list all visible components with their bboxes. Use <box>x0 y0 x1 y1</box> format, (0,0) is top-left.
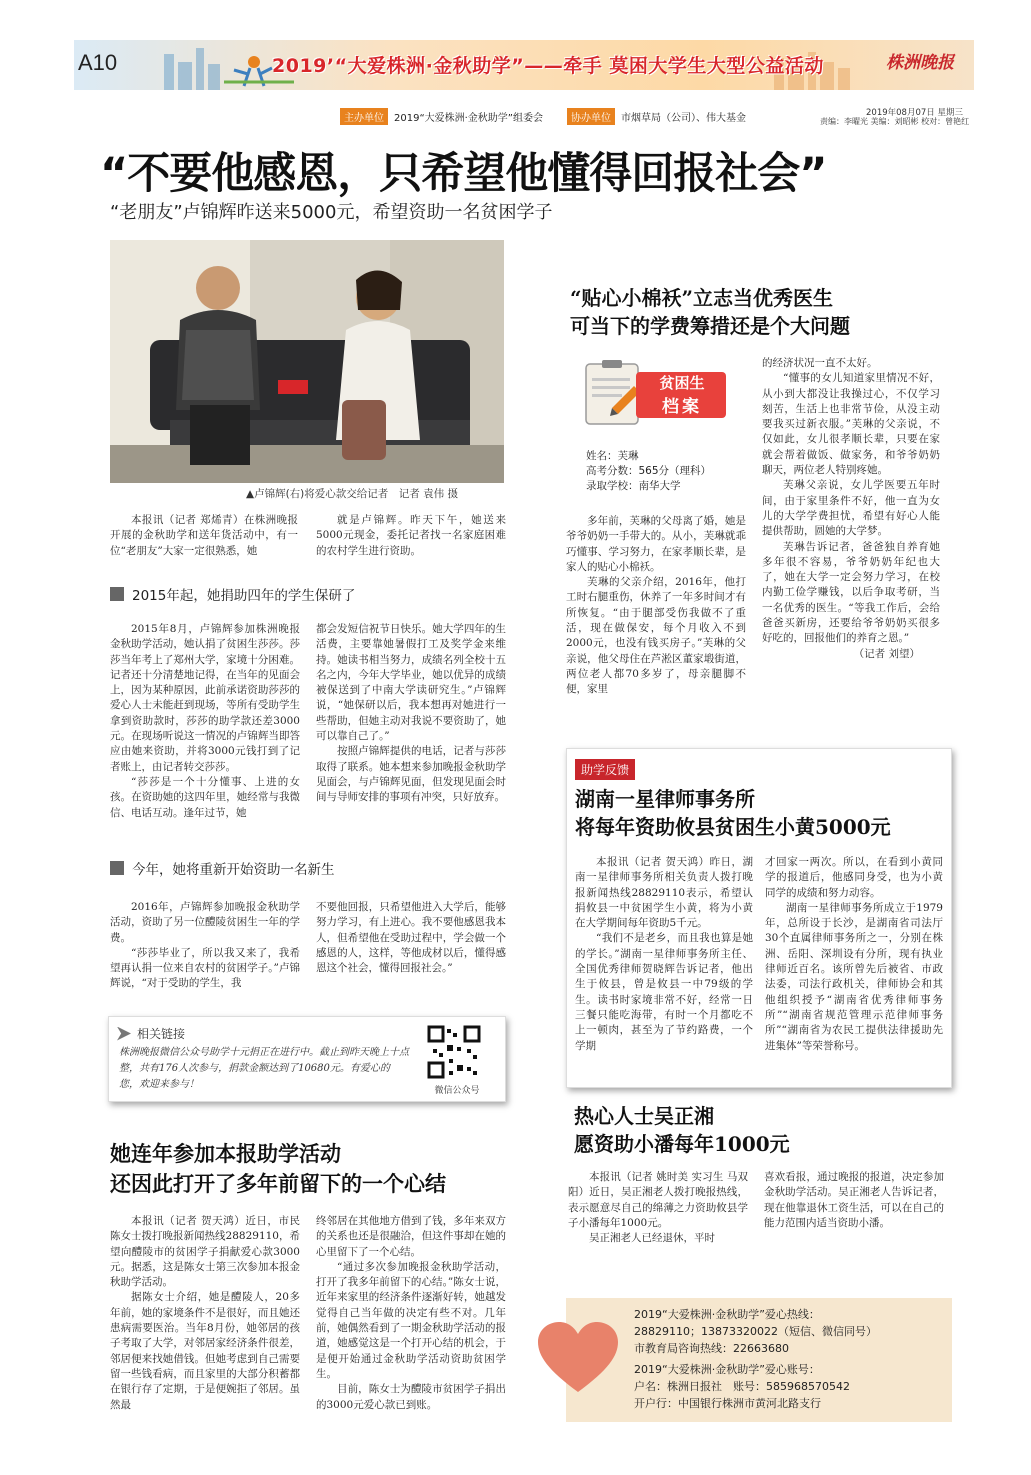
sponsor-label: 主办单位 <box>340 108 388 125</box>
story2-col1 <box>110 1214 300 1413</box>
qr-caption: 微信公众号 <box>434 1086 480 1096</box>
paragraph: “莎莎毕业了，所以我又来了，我希望再认捐一位来自农村的贫困学子。”卢锦辉说，“对于受助的学生，我 <box>110 946 300 990</box>
paragraph: “莎莎是一个十分懂事、上进的女孩。在资助她的这四年里，她经常与我微信、电话互动。逢年过节，她 <box>110 775 300 819</box>
story2-headline-2: 还因此打开了多年前留下的一个心结 <box>110 1171 446 1196</box>
hotline-line6: 开户行：中国银行株洲市黄河北路支行 <box>634 1397 821 1410</box>
photo-caption: ▲卢锦辉(右)将爱心款交给记者 记者 袁伟 摄 <box>246 488 458 500</box>
header-banner <box>74 40 974 90</box>
main-lead-col1 <box>110 513 298 559</box>
newspaper-logo: 株洲晚报 <box>886 53 954 73</box>
paragraph: 按照卢锦辉提供的电话，记者与莎莎取得了联系。她本想来参加晚报金秋助学见面会，与卢锦辉见面，但发现见面会时间与导师安排的事项有冲突，只好放弃。 <box>316 745 506 804</box>
paragraph: “我们不是老乡，而且我也算是她的学长。”湖南一星律师事务所主任、全国优秀律师贺晓辉告诉记者，他出生于攸县，曾是攸县一中79级的学生。读书时家境非常不好，经常一日三餐只能吃海带，有时一个月都吃不上一顿肉，甚至为了节约路费，一个学期 <box>575 932 753 1052</box>
story3-headline-1: “贴心小棉袄”立志当优秀医生 <box>570 286 834 310</box>
banner-title: 2019’“大爱株洲·金秋助学”——牵手 莫困大学生大型公益活动 <box>272 55 824 77</box>
section2-col1 <box>110 900 300 992</box>
sponsor-line <box>340 108 746 125</box>
paragraph: 2016年，卢锦辉参加晚报金秋助学活动，资助了另一位醴陵贫困生一年的学费。 <box>110 901 300 944</box>
paragraph: “懂事的女儿知道家里情况不好，从小到大都没让我操过心，不仅学习刻苦，生活上也非常节俭，从没主动要我买过新衣服。”芙琳的父亲说，不仅如此，女儿很孝顺长辈，只要在家就会帮着做饭、做家务，和爷爷奶奶聊天，两位老人特别疼她。 <box>762 372 940 477</box>
story2-col2 <box>316 1214 506 1413</box>
co-sponsor-label: 协办单位 <box>567 108 615 125</box>
paragraph: 都会发短信祝节日快乐。她大学四年的生活费，主要靠她暑假打工及奖学金来维持。她读书相当努力，成绩名列全校十五名之内，今年大学毕业，她以优异的成绩被保送到了中南大学读研究生。”卢锦辉说，“她保研以后，我本想再对她进行一些帮助，但她主动对我说不要资助了，她可以靠自己了。” <box>316 623 506 743</box>
badge-line1: 贫困生 <box>659 374 705 392</box>
paragraph: 本报讯（记者 贺天鸿）昨日，湖南一星律师事务所相关负责人拨打晚报新闻热线28829110表示，希望认捐攸县一中贫困学生小黄，将为小黄在大学期间每年资助5千元。 <box>575 856 753 930</box>
feedback-col1 <box>575 855 753 1054</box>
paragraph: 湖南一星律师事务所成立于1979年，总所设于长沙，是湖南省司法厅30个直属律师事务所之一，分别在株洲、岳阳、深圳设有分所，现有执业律师近百名。该所曾先后被省、市政法委，司法行政机关，律师协会和其他组织授予“湖南省优秀律师事务所”“湖南省规范管理示范律师事务所”“湖南省为农民工提供法律援助先进集体”等荣誉称号。 <box>765 901 943 1052</box>
related-label-text: 相关链接 <box>137 1027 186 1041</box>
paragraph: 目前，陈女士为醴陵市贫困学子捐出的3000元爱心款已到账。 <box>316 1383 506 1411</box>
student-info <box>586 449 711 494</box>
story4-col2 <box>764 1170 944 1231</box>
feedback-col2 <box>765 855 943 1054</box>
qr-code-icon <box>427 1025 481 1079</box>
main-headline: “不要他感恩，只希望他懂得回报社会” <box>100 149 827 199</box>
info-name: 姓名：芙琳 <box>586 450 639 462</box>
photo-illustration <box>110 240 504 483</box>
hotline-line2: 28829110；13873320022（短信、微信同号） <box>634 1325 877 1338</box>
related-text: 株洲晚报微信公众号助学十元捐正在进行中。截止到昨天晚上十点整，共有176人次参与，捐款金额达到了10680元。有爱心的您，欢迎来参与！ <box>119 1047 409 1090</box>
poverty-file-badge <box>582 358 730 430</box>
paragraph: 本报讯（记者 贺天鸿）近日，市民陈女士拨打晚报新闻热线28829110，希望向醴陵市的贫困学子捐献爱心款3000元。据悉，这是陈女士第三次参加本报金秋助学活动。 <box>110 1215 300 1289</box>
paragraph: 才回家一两次。所以，在看到小黄同学的报道后，他感同身受，也为小黄同学的成绩和努力动容。 <box>765 856 943 899</box>
hotline-box <box>566 1298 952 1422</box>
qr-code <box>427 1025 481 1079</box>
paragraph: 终邻居在其他地方借到了钱，多年来双方的关系也还是很融洽，但这件事却在她的心里留下了一个心结。 <box>316 1215 506 1258</box>
main-lead-col2 <box>316 513 506 559</box>
section2-title: 今年，她将重新开始资助一名新生 <box>132 862 335 878</box>
section1-subhead <box>110 584 355 604</box>
date-line: 2019年08月07日 星期三 <box>866 108 963 118</box>
subhead-square-icon <box>110 861 124 875</box>
paragraph: 本报讯（记者 姚时美 实习生 马双阳）近日，吴正湘老人拨打晚报热线，表示愿意尽自己的绵薄之力资助攸县学子小潘每年1000元。 <box>568 1171 748 1229</box>
story4-col1 <box>568 1170 748 1246</box>
story2-headline-1: 她连年参加本报助学活动 <box>110 1141 341 1166</box>
info-school: 录取学校：南华大学 <box>586 480 681 492</box>
co-sponsor-name: 市烟草局（公司）、伟大基金 <box>621 113 746 124</box>
paragraph: “通过多次参加晚报金秋助学活动，打开了我多年前留下的心结。”陈女士说，近年来家里的经济条件逐渐好转，她越发觉得自己当年做的决定有些不对。几年前，她偶然看到了一期金秋助学活动的报道，她感觉这是一个打开心结的机会，于是便开始通过金秋助学活动资助贫困学生。 <box>316 1260 506 1380</box>
story3-headline-2: 可当下的学费筹措还是个大问题 <box>570 314 850 338</box>
editors-line: 责编：李曜光 美编：刘昭彬 校对：曾艳红 <box>820 117 970 126</box>
sponsor-name: 2019“大爱株洲·金秋助学”组委会 <box>394 113 543 124</box>
paragraph: 芙琳的父亲介绍，2016年，他打工时右腿重伤，休养了一年多时间才有所恢复。“由于腿部受伤我做不了重活，现在做保安，每个月收入不到2000元，也没有钱买房子。”芙琳的父亲说，他父母住在芦淞区董家塅街道，两位老人都70多岁了，母亲腿脚不便，家里 <box>566 576 746 696</box>
paragraph: 喜欢看报，通过晚报的报道，决定参加金秋助学活动。吴正湘老人告诉记者，现在他靠退休工资生活，可以在自己的能力范围内适当资助小潘。 <box>764 1171 944 1229</box>
section1-title: 2015年起，她捐助四年的学生保研了 <box>132 588 356 604</box>
paragraph: 本报讯（记者 郑烯青）在株洲晚报开展的金秋助学和送年货活动中，有一位“老朋友”大家一定很熟悉，她 <box>110 514 298 557</box>
paragraph: 2015年8月，卢锦辉参加株洲晚报金秋助学活动，她认捐了贫困生莎莎。莎莎当年考上了郑州大学，家境十分困难。记者还十分清楚地记得，在当年的见面会上，因为某种原因，此前承诺资助莎莎的爱心人士未能赶到现场，等所有受助学生拿到资助款时，莎莎的助学款还差3000元。在现场听说这一情况的卢锦辉当即答应由她来资助，并将3000元钱打到了记者账上，由记者转交莎莎。 <box>110 623 300 773</box>
byline: （记者 刘望） <box>853 647 920 660</box>
paragraph: 不要他回报，只希望他进入大学后，能够努力学习，有上进心。我不要他感恩我本人，但希望他在受助过程中，学会做一个感恩的人，这样，等他成材以后，懂得感恩这个社会，懂得回报社会。” <box>316 901 506 975</box>
paragraph: 多年前，芙琳的父母离了婚，她是爷爷奶奶一手带大的。从小，芙琳就乖巧懂事、学习努力，在家孝顺长辈，是家人的贴心小棉袄。 <box>566 515 746 573</box>
feedback-headline-2: 将每年资助攸县贫困生小黄5000元 <box>575 815 891 839</box>
story3-col1 <box>566 514 746 698</box>
related-link-box <box>108 1016 506 1102</box>
feedback-tag: 助学反馈 <box>575 759 635 780</box>
section1-col1 <box>110 622 300 821</box>
heart-icon <box>538 1322 618 1394</box>
story4-headline-1: 热心人士吴正湘 <box>574 1104 714 1128</box>
section1-col2 <box>316 622 506 806</box>
hotline-line3: 市教育局咨询热线：22663680 <box>634 1342 789 1355</box>
paragraph: 据陈女士介绍，她是醴陵人，20多年前，她的家境条件不是很好，而且她还患病需要医治。当年8月份，她邻居的孩子考取了大学，对邻居家经济条件很差，邻居便来找她借钱。但她考虑到自己需要留一些钱看病，而且家里的大部分积蓄都在银行存了定期，于是便婉拒了邻居。虽然最 <box>110 1291 300 1411</box>
info-score: 高考分数：565分（理科） <box>586 465 712 477</box>
badge-line2: 档案 <box>662 397 702 417</box>
story4-headline-2: 愿资助小潘每年1000元 <box>574 1132 790 1156</box>
story3-col2 <box>762 356 940 662</box>
main-subheadline: “老朋友”卢锦辉昨送来5000元，希望资助一名贫困学子 <box>110 202 553 223</box>
related-label <box>117 1025 185 1042</box>
paragraph: 芙琳父亲说，女儿学医要五年时间，由于家里条件不好，他一直为女儿的大学学费担忧，希望有好心人能提供帮助，圆她的大学梦。 <box>762 479 940 538</box>
news-photo <box>110 240 504 483</box>
section2-subhead <box>110 858 335 878</box>
feedback-box <box>566 748 952 1088</box>
feedback-headline-1: 湖南一星律师事务所 <box>575 787 755 811</box>
subhead-square-icon <box>110 587 124 601</box>
hotline-text <box>634 1306 877 1412</box>
paragraph: 吴正湘老人已经退休，平时 <box>589 1232 715 1245</box>
page-number: A10 <box>78 50 118 75</box>
paragraph: 就是卢锦辉。昨天下午，她送来5000元现金，委托记者找一名家庭困难的农村学生进行资助。 <box>316 514 506 557</box>
arrow-icon <box>117 1027 131 1041</box>
paragraph: 的经济状况一直不太好。 <box>762 357 878 369</box>
section2-col2 <box>316 900 506 976</box>
paragraph: 芙琳告诉记者，爸爸独自养育她多年很不容易，爷爷奶奶年纪也大了，她在大学一定会努力学习，在校内勤工俭学赚钱，以后争取考研，当一名优秀的医生。“等我工作后，会给爸爸买新房，还要给爷爷奶奶买很多好吃的，回报他们的养育之恩。” <box>762 540 940 645</box>
hotline-line1: 2019“大爱株洲·金秋助学”爱心热线： <box>634 1308 820 1321</box>
hotline-line4: 2019“大爱株洲·金秋助学”爱心账号： <box>634 1363 820 1376</box>
hotline-line5: 户名：株洲日报社 账号：585968570542 <box>634 1380 850 1393</box>
